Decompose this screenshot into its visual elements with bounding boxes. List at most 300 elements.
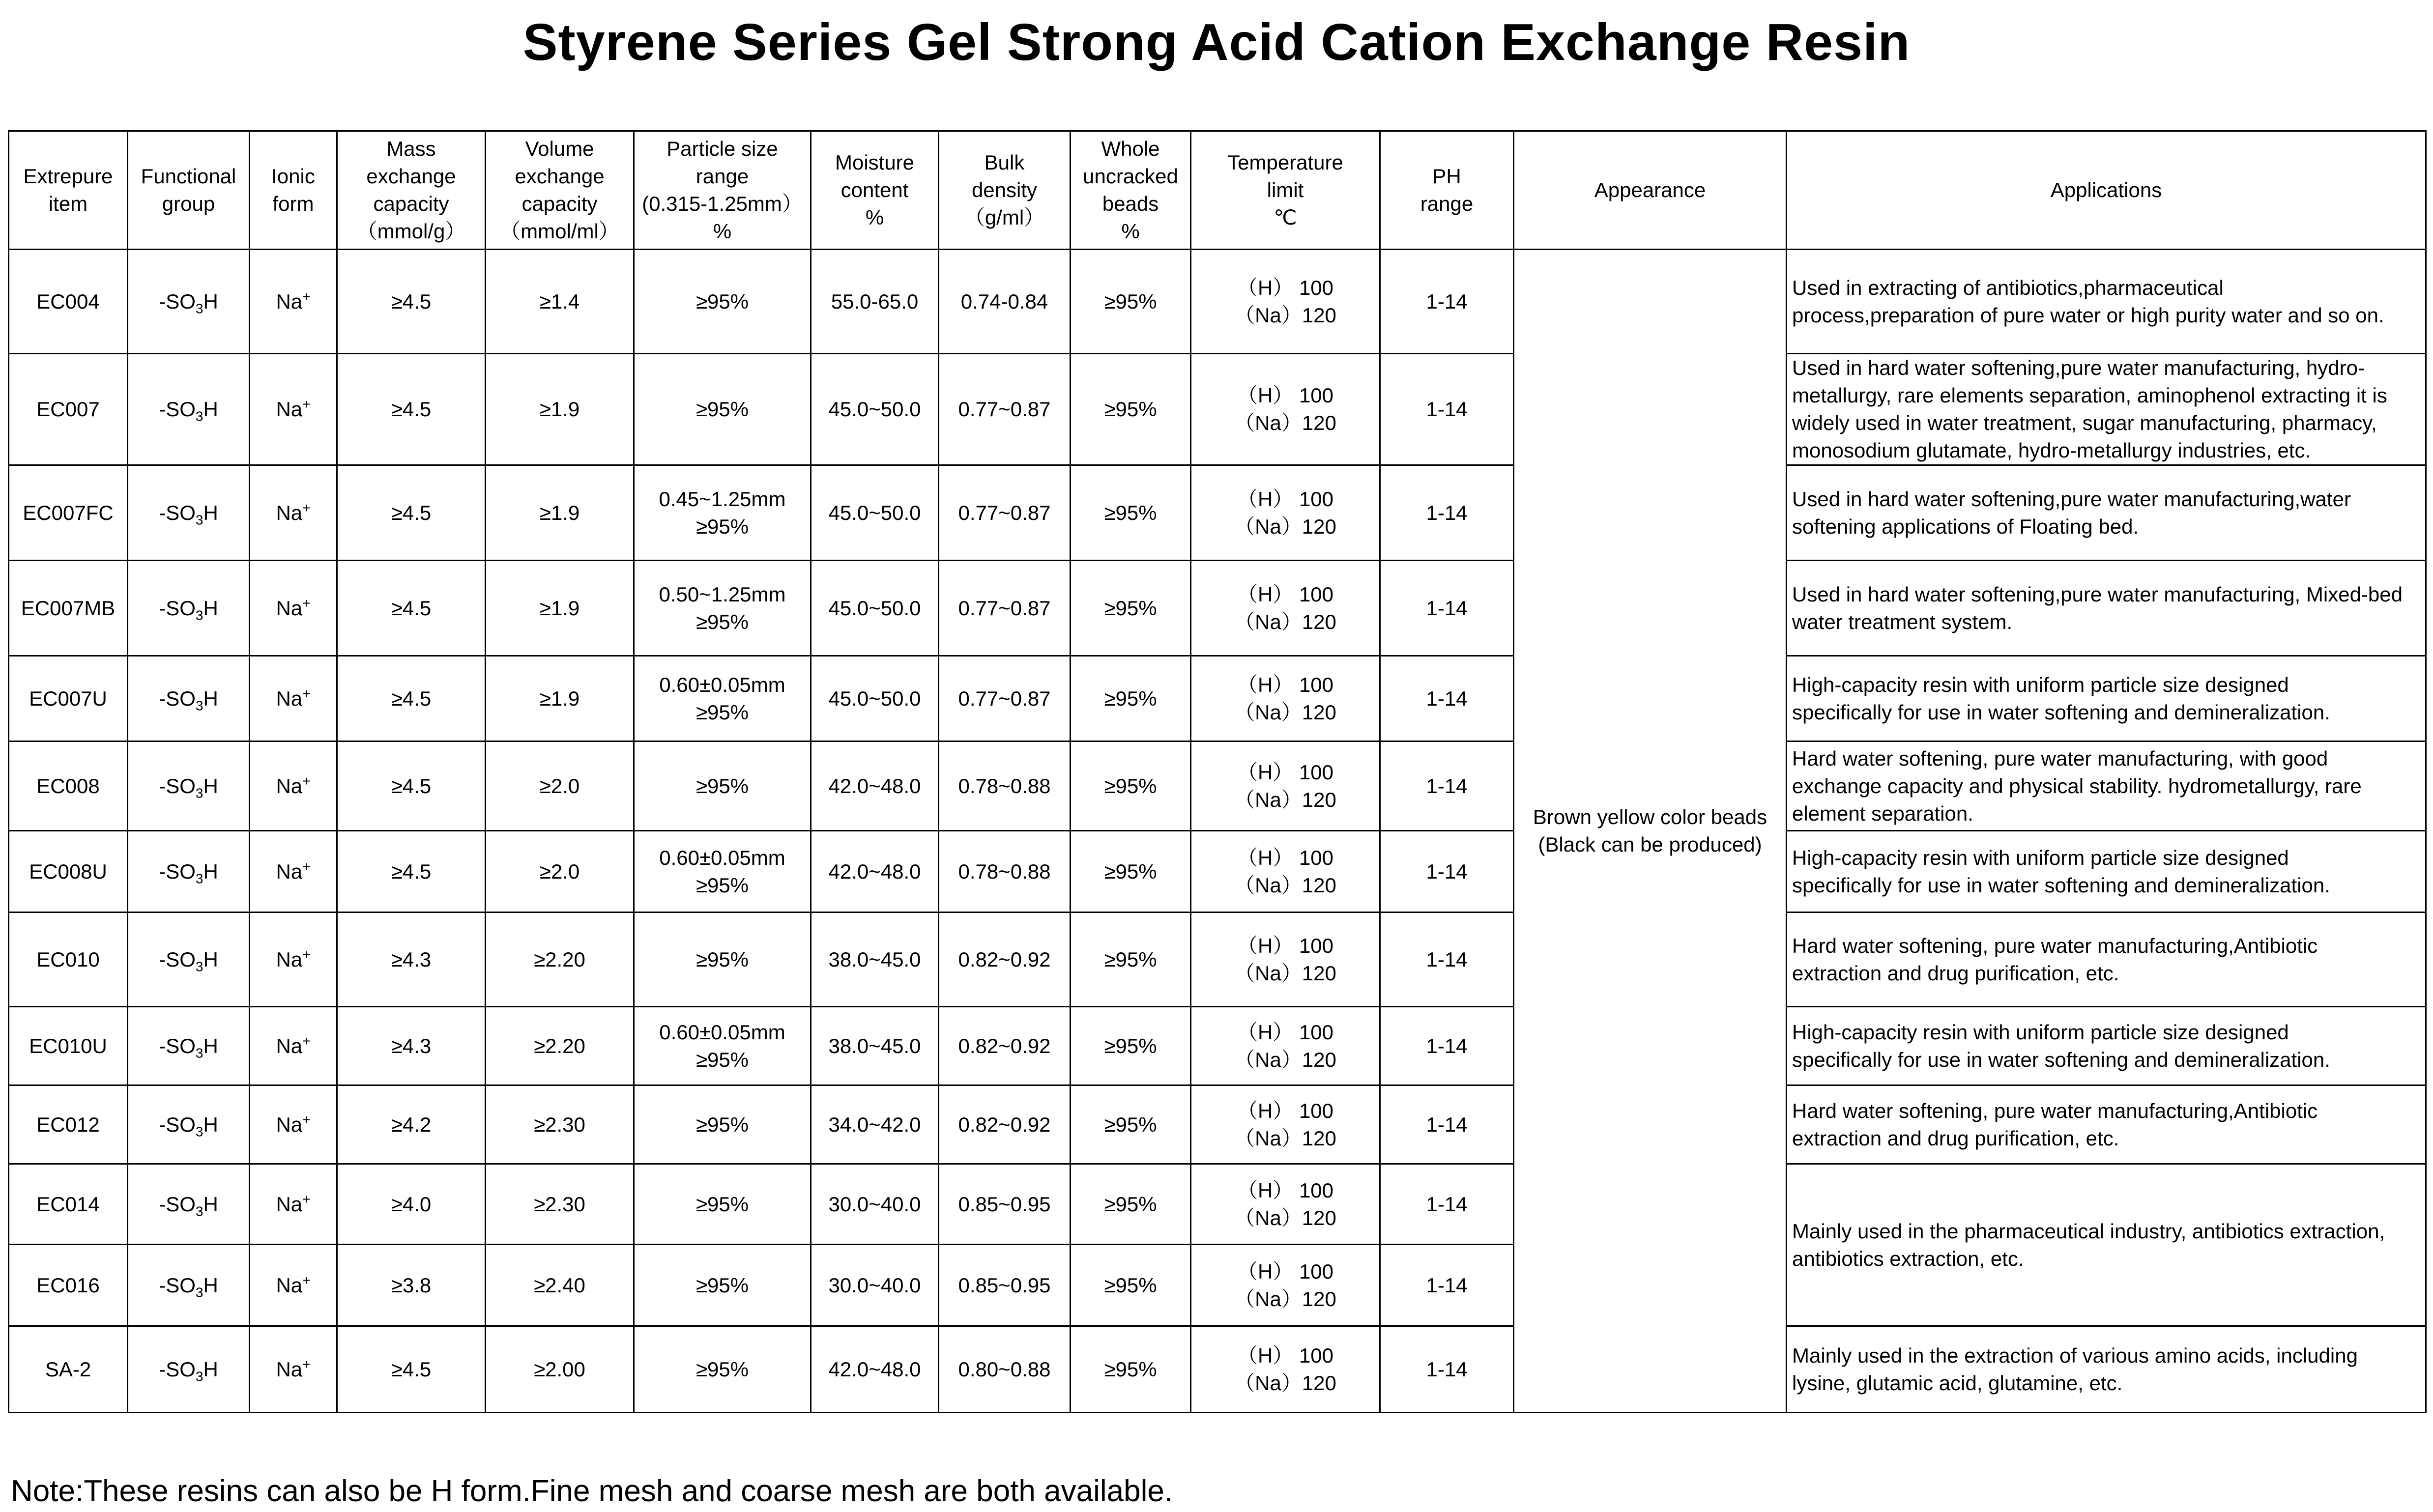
cell-mass-capacity: ≥4.5	[337, 561, 486, 656]
application-line: water treatment system.	[1792, 610, 2013, 633]
cell-bulk-density: 0.74-0.84	[939, 250, 1071, 354]
particle-size-line: 0.50~1.25mm	[659, 582, 786, 606]
cell-particle-size	[634, 1085, 811, 1164]
cell-functional-group	[128, 1326, 250, 1413]
application-line: Used in hard water softening,pure water manufacturing,water	[1792, 487, 2351, 511]
cell-mass-capacity: ≥4.3	[337, 1007, 486, 1085]
cell-item: EC010	[9, 913, 128, 1007]
cell-ph-range: 1-14	[1380, 354, 1514, 465]
cell-applications	[1787, 250, 2426, 354]
cell-whole-beads: ≥95%	[1071, 1326, 1191, 1413]
application-line: Mainly used in the extraction of various amino acids, including	[1792, 1343, 2358, 1367]
table-row	[9, 250, 2426, 354]
cell-temperature	[1191, 465, 1380, 561]
header-text-line: exchange	[515, 165, 605, 188]
application-line: specifically for use in water softening and demineralization.	[1792, 873, 2330, 897]
header-text-line: Volume	[525, 137, 594, 160]
application-line: softening applications of Floating bed.	[1792, 514, 2139, 538]
cell-functional-group	[128, 742, 250, 831]
header-text-line: Functional	[141, 165, 236, 188]
ionic-form-symbol: Na	[276, 1192, 303, 1216]
cell-ph-range: 1-14	[1380, 742, 1514, 831]
table-row	[9, 742, 2426, 831]
temperature-line: （Na）120	[1234, 700, 1336, 724]
cell-applications	[1787, 561, 2426, 656]
header-text-line: %	[1121, 220, 1140, 243]
header-text-line: form	[272, 192, 314, 215]
functional-group-subscript: 3	[195, 512, 203, 527]
particle-size-line: ≥95%	[695, 1357, 749, 1381]
cell-moisture: 45.0~50.0	[811, 465, 939, 561]
ionic-form-charge: +	[302, 946, 311, 962]
ionic-form-symbol: Na	[276, 859, 303, 883]
cell-ph-range: 1-14	[1380, 1085, 1514, 1164]
cell-applications	[1787, 913, 2426, 1007]
particle-size-line: ≥95%	[695, 873, 749, 897]
header-text-line: density	[971, 178, 1038, 201]
table-row	[9, 1085, 2426, 1164]
cell-item: EC012	[9, 1085, 128, 1164]
particle-size-line: 0.60±0.05mm	[659, 1020, 785, 1044]
application-line: widely used in water treatment, sugar manufacturing, pharmacy,	[1792, 411, 2377, 434]
cell-functional-group	[128, 1007, 250, 1085]
cell-functional-group	[128, 656, 250, 742]
header-text-line: %	[713, 220, 732, 243]
cell-particle-size	[634, 465, 811, 561]
header-row	[9, 131, 2426, 250]
header-temperature-limit	[1191, 131, 1380, 250]
application-line: extraction and drug purification, etc.	[1792, 1126, 2119, 1150]
cell-moisture: 45.0~50.0	[811, 354, 939, 465]
particle-size-line: ≥95%	[695, 947, 749, 971]
temperature-line: （Na）120	[1234, 961, 1336, 985]
ionic-form-charge: +	[302, 1356, 311, 1372]
cell-mass-capacity: ≥4.5	[337, 465, 486, 561]
temperature-line: （H） 100	[1237, 1020, 1334, 1044]
temperature-line: （Na）120	[1234, 411, 1336, 434]
cell-functional-group	[128, 1085, 250, 1164]
cell-mass-capacity: ≥4.5	[337, 742, 486, 831]
appearance-line: (Black can be produced)	[1538, 833, 1762, 856]
cell-mass-capacity: ≥4.5	[337, 250, 486, 354]
cell-bulk-density: 0.78~0.88	[939, 831, 1071, 913]
header-text-line: （mmol/g）	[356, 220, 466, 243]
application-line: specifically for use in water softening and demineralization.	[1792, 1048, 2330, 1071]
header-text-line: range	[1420, 192, 1474, 215]
temperature-line: （Na）120	[1234, 1048, 1336, 1071]
functional-group-subscript: 3	[195, 785, 203, 800]
cell-applications	[1787, 1326, 2426, 1413]
cell-bulk-density: 0.85~0.95	[939, 1245, 1071, 1326]
cell-functional-group	[128, 831, 250, 913]
cell-volume-capacity: ≥2.30	[486, 1164, 634, 1245]
header-ionic-form	[250, 131, 337, 250]
cell-ionic-form	[250, 831, 337, 913]
cell-item: EC007FC	[9, 465, 128, 561]
cell-moisture: 55.0-65.0	[811, 250, 939, 354]
ionic-form-symbol: Na	[276, 1113, 303, 1136]
ionic-form-charge: +	[302, 1033, 311, 1049]
header-text-line: Bulk	[984, 151, 1025, 174]
cell-item: EC010U	[9, 1007, 128, 1085]
cell-ph-range: 1-14	[1380, 250, 1514, 354]
cell-item: EC004	[9, 250, 128, 354]
functional-group-prefix: -SO	[159, 686, 196, 710]
application-line: element separation.	[1792, 801, 1973, 825]
functional-group-prefix: -SO	[159, 774, 196, 798]
header-text-line: Whole	[1101, 137, 1160, 160]
cell-particle-size	[634, 1245, 811, 1326]
cell-item: SA-2	[9, 1326, 128, 1413]
cell-particle-size	[634, 831, 811, 913]
cell-ionic-form	[250, 250, 337, 354]
cell-particle-size	[634, 913, 811, 1007]
cell-item: EC008	[9, 742, 128, 831]
application-line: lysine, glutamic acid, glutamine, etc.	[1792, 1371, 2123, 1395]
particle-size-line: ≥95%	[695, 700, 749, 724]
resin-spec-table	[8, 130, 2427, 1413]
cell-mass-capacity: ≥4.3	[337, 913, 486, 1007]
functional-group-suffix: H	[203, 1192, 218, 1216]
temperature-line: （Na）120	[1234, 873, 1336, 897]
functional-group-suffix: H	[203, 859, 218, 883]
functional-group-suffix: H	[203, 1357, 218, 1381]
cell-moisture: 45.0~50.0	[811, 656, 939, 742]
particle-size-line: ≥95%	[695, 1192, 749, 1216]
table-row	[9, 1164, 2426, 1245]
cell-volume-capacity: ≥2.20	[486, 1007, 634, 1085]
application-line: specifically for use in water softening and demineralization.	[1792, 700, 2330, 724]
header-text-line: Applications	[2050, 178, 2162, 201]
header-functional-group	[128, 131, 250, 250]
temperature-line: （Na）120	[1234, 1371, 1336, 1395]
appearance-line: Brown yellow color beads	[1533, 805, 1767, 828]
cell-moisture: 45.0~50.0	[811, 561, 939, 656]
cell-particle-size	[634, 656, 811, 742]
cell-temperature	[1191, 913, 1380, 1007]
ionic-form-charge: +	[302, 288, 311, 304]
cell-particle-size	[634, 742, 811, 831]
functional-group-suffix: H	[203, 1273, 218, 1297]
cell-mass-capacity: ≥4.5	[337, 354, 486, 465]
header-text-line: Ionic	[271, 165, 315, 188]
table-row	[9, 1007, 2426, 1085]
ionic-form-charge: +	[302, 397, 311, 412]
functional-group-prefix: -SO	[159, 1357, 196, 1381]
cell-particle-size	[634, 354, 811, 465]
table-row	[9, 913, 2426, 1007]
header-text-line: Temperature	[1227, 151, 1343, 174]
temperature-line: （H） 100	[1237, 673, 1334, 696]
functional-group-subscript: 3	[195, 1045, 203, 1060]
cell-volume-capacity: ≥2.30	[486, 1085, 634, 1164]
cell-applications	[1787, 354, 2426, 465]
functional-group-prefix: -SO	[159, 398, 196, 421]
functional-group-subscript: 3	[195, 607, 203, 623]
cell-volume-capacity: ≥1.9	[486, 561, 634, 656]
temperature-line: （H） 100	[1237, 760, 1334, 784]
header-text-line: Particle size	[666, 137, 778, 160]
cell-functional-group	[128, 354, 250, 465]
temperature-line: （H） 100	[1237, 582, 1334, 606]
temperature-line: （H） 100	[1237, 384, 1334, 407]
functional-group-suffix: H	[203, 1113, 218, 1136]
functional-group-subscript: 3	[195, 958, 203, 974]
cell-ph-range: 1-14	[1380, 1245, 1514, 1326]
cell-item: EC014	[9, 1164, 128, 1245]
header-text-line: beads	[1102, 192, 1159, 215]
functional-group-prefix: -SO	[159, 859, 196, 883]
temperature-line: （H） 100	[1237, 846, 1334, 869]
application-line: Used in hard water softening,pure water manufacturing, Mixed-bed	[1792, 582, 2403, 606]
cell-ph-range: 1-14	[1380, 1164, 1514, 1245]
application-line: High-capacity resin with uniform particle size designed	[1792, 846, 2289, 869]
table-row	[9, 656, 2426, 742]
particle-size-line: ≥95%	[695, 289, 749, 313]
temperature-line: （H） 100	[1237, 1343, 1334, 1367]
table-row	[9, 831, 2426, 913]
cell-temperature	[1191, 250, 1380, 354]
functional-group-subscript: 3	[195, 1368, 203, 1384]
cell-temperature	[1191, 1326, 1380, 1413]
cell-temperature	[1191, 831, 1380, 913]
cell-bulk-density: 0.82~0.92	[939, 1007, 1071, 1085]
cell-item: EC016	[9, 1245, 128, 1326]
functional-group-subscript: 3	[195, 1123, 203, 1139]
application-line: metallurgy, rare elements separation, aminophenol extracting it is	[1792, 384, 2387, 407]
functional-group-subscript: 3	[195, 697, 203, 713]
cell-ionic-form	[250, 1085, 337, 1164]
header-particle-size-range	[634, 131, 811, 250]
cell-ionic-form	[250, 354, 337, 465]
ionic-form-charge: +	[302, 595, 311, 611]
functional-group-prefix: -SO	[159, 1034, 196, 1057]
cell-volume-capacity: ≥2.40	[486, 1245, 634, 1326]
cell-mass-capacity: ≥4.2	[337, 1085, 486, 1164]
cell-whole-beads: ≥95%	[1071, 1085, 1191, 1164]
cell-volume-capacity: ≥2.0	[486, 742, 634, 831]
cell-bulk-density: 0.77~0.87	[939, 354, 1071, 465]
functional-group-suffix: H	[203, 289, 218, 313]
functional-group-suffix: H	[203, 774, 218, 798]
functional-group-subscript: 3	[195, 408, 203, 424]
temperature-line: （Na）120	[1234, 610, 1336, 633]
cell-mass-capacity: ≥3.8	[337, 1245, 486, 1326]
cell-mass-capacity: ≥4.5	[337, 656, 486, 742]
functional-group-prefix: -SO	[159, 596, 196, 620]
cell-ph-range: 1-14	[1380, 561, 1514, 656]
ionic-form-charge: +	[302, 1112, 311, 1127]
cell-functional-group	[128, 1245, 250, 1326]
header-text-line: capacity	[521, 192, 598, 215]
particle-size-line: 0.45~1.25mm	[659, 487, 786, 511]
application-line: Used in extracting of antibiotics,pharmaceutical	[1792, 276, 2224, 299]
header-text-line: limit	[1267, 178, 1304, 201]
ionic-form-charge: +	[302, 685, 311, 701]
cell-whole-beads: ≥95%	[1071, 742, 1191, 831]
cell-functional-group	[128, 561, 250, 656]
cell-temperature	[1191, 1164, 1380, 1245]
cell-temperature	[1191, 1085, 1380, 1164]
application-line: Mainly used in the pharmaceutical industry, antibiotics extraction,	[1792, 1219, 2385, 1243]
cell-particle-size	[634, 1164, 811, 1245]
header-item	[9, 131, 128, 250]
application-line: High-capacity resin with uniform particle size designed	[1792, 1020, 2289, 1044]
cell-ph-range: 1-14	[1380, 1326, 1514, 1413]
cell-ph-range: 1-14	[1380, 465, 1514, 561]
cell-functional-group	[128, 913, 250, 1007]
cell-mass-capacity: ≥4.5	[337, 831, 486, 913]
cell-whole-beads: ≥95%	[1071, 354, 1191, 465]
cell-moisture: 30.0~40.0	[811, 1164, 939, 1245]
cell-temperature	[1191, 742, 1380, 831]
header-text-line: %	[865, 206, 884, 229]
particle-size-line: ≥95%	[695, 1113, 749, 1136]
cell-applications	[1787, 465, 2426, 561]
cell-ionic-form	[250, 1164, 337, 1245]
cell-moisture: 42.0~48.0	[811, 1326, 939, 1413]
ionic-form-symbol: Na	[276, 596, 303, 620]
functional-group-suffix: H	[203, 501, 218, 524]
functional-group-subscript: 3	[195, 870, 203, 886]
header-text-line: uncracked	[1083, 165, 1178, 188]
header-volume-exchange-capacity	[486, 131, 634, 250]
cell-moisture: 34.0~42.0	[811, 1085, 939, 1164]
cell-functional-group	[128, 1164, 250, 1245]
cell-bulk-density: 0.77~0.87	[939, 465, 1071, 561]
functional-group-prefix: -SO	[159, 1192, 196, 1216]
temperature-line: （H） 100	[1237, 1099, 1334, 1122]
table-row	[9, 465, 2426, 561]
temperature-line: （Na）120	[1234, 1287, 1336, 1311]
cell-ph-range: 1-14	[1380, 1007, 1514, 1085]
header-text-line: ℃	[1274, 206, 1297, 229]
cell-bulk-density: 0.80~0.88	[939, 1326, 1071, 1413]
cell-bulk-density: 0.78~0.88	[939, 742, 1071, 831]
cell-applications	[1787, 742, 2426, 831]
cell-applications	[1787, 1007, 2426, 1085]
header-applications	[1787, 131, 2426, 250]
header-text-line: item	[48, 192, 88, 215]
cell-volume-capacity: ≥2.00	[486, 1326, 634, 1413]
cell-bulk-density: 0.82~0.92	[939, 913, 1071, 1007]
cell-applications	[1787, 1164, 2426, 1326]
application-line: antibiotics extraction, etc.	[1792, 1247, 2024, 1270]
ionic-form-charge: +	[302, 1191, 311, 1207]
ionic-form-symbol: Na	[276, 686, 303, 710]
header-ph-range	[1380, 131, 1514, 250]
cell-moisture: 42.0~48.0	[811, 831, 939, 913]
header-text-line: （g/ml）	[964, 206, 1045, 229]
functional-group-suffix: H	[203, 596, 218, 620]
cell-whole-beads: ≥95%	[1071, 250, 1191, 354]
cell-applications	[1787, 1085, 2426, 1164]
functional-group-prefix: -SO	[159, 289, 196, 313]
ionic-form-symbol: Na	[276, 774, 303, 798]
cell-temperature	[1191, 1007, 1380, 1085]
header-text-line: Mass	[386, 137, 436, 160]
functional-group-prefix: -SO	[159, 501, 196, 524]
cell-ionic-form	[250, 1245, 337, 1326]
functional-group-suffix: H	[203, 947, 218, 971]
cell-whole-beads: ≥95%	[1071, 913, 1191, 1007]
application-line: monosodium glutamate, hydro-metallurgy industries, etc.	[1792, 439, 2311, 462]
cell-appearance	[1514, 250, 1787, 1413]
header-whole-uncracked-beads	[1071, 131, 1191, 250]
cell-particle-size	[634, 250, 811, 354]
cell-ph-range: 1-14	[1380, 656, 1514, 742]
cell-volume-capacity: ≥1.9	[486, 354, 634, 465]
cell-functional-group	[128, 250, 250, 354]
cell-bulk-density: 0.77~0.87	[939, 561, 1071, 656]
cell-particle-size	[634, 1326, 811, 1413]
cell-moisture: 38.0~45.0	[811, 1007, 939, 1085]
table-row	[9, 1326, 2426, 1413]
cell-item: EC007MB	[9, 561, 128, 656]
cell-temperature	[1191, 656, 1380, 742]
ionic-form-symbol: Na	[276, 1357, 303, 1381]
functional-group-subscript: 3	[195, 1203, 203, 1219]
page-title: Styrene Series Gel Strong Acid Cation Exchange Resin	[522, 13, 1911, 71]
cell-moisture: 38.0~45.0	[811, 913, 939, 1007]
application-line: Hard water softening, pure water manufacturing, with good	[1792, 746, 2328, 770]
cell-volume-capacity: ≥2.0	[486, 831, 634, 913]
cell-ionic-form	[250, 1007, 337, 1085]
cell-moisture: 42.0~48.0	[811, 742, 939, 831]
temperature-line: （H） 100	[1237, 934, 1334, 957]
ionic-form-symbol: Na	[276, 1273, 303, 1297]
cell-ionic-form	[250, 656, 337, 742]
cell-volume-capacity: ≥2.20	[486, 913, 634, 1007]
application-line: exchange capacity and physical stability. hydrometallurgy, rare	[1792, 774, 2362, 798]
functional-group-prefix: -SO	[159, 1273, 196, 1297]
application-line: process,preparation of pure water or high purity water and so on.	[1792, 303, 2384, 327]
particle-size-line: ≥95%	[695, 1048, 749, 1071]
particle-size-line: 0.60±0.05mm	[659, 673, 785, 696]
cell-mass-capacity: ≥4.0	[337, 1164, 486, 1245]
cell-volume-capacity: ≥1.9	[486, 465, 634, 561]
header-text-line: Appearance	[1594, 178, 1706, 201]
cell-bulk-density: 0.77~0.87	[939, 656, 1071, 742]
cell-mass-capacity: ≥4.5	[337, 1326, 486, 1413]
header-bulk-density	[939, 131, 1071, 250]
temperature-line: （H） 100	[1237, 1259, 1334, 1283]
cell-volume-capacity: ≥1.4	[486, 250, 634, 354]
cell-item: EC007	[9, 354, 128, 465]
cell-item: EC008U	[9, 831, 128, 913]
ionic-form-symbol: Na	[276, 398, 303, 421]
cell-ionic-form	[250, 913, 337, 1007]
particle-size-line: ≥95%	[695, 398, 749, 421]
application-line: Used in hard water softening,pure water manufacturing, hydro-	[1792, 356, 2365, 379]
header-text-line: exchange	[366, 165, 456, 188]
ionic-form-charge: +	[302, 858, 311, 874]
header-text-line: （mmol/ml）	[500, 220, 619, 243]
cell-ph-range: 1-14	[1380, 913, 1514, 1007]
temperature-line: （Na）120	[1234, 514, 1336, 538]
table-row	[9, 561, 2426, 656]
ionic-form-symbol: Na	[276, 289, 303, 313]
functional-group-subscript: 3	[195, 300, 203, 316]
cell-whole-beads: ≥95%	[1071, 831, 1191, 913]
cell-ionic-form	[250, 742, 337, 831]
application-line: extraction and drug purification, etc.	[1792, 961, 2119, 985]
particle-size-line: ≥95%	[695, 514, 749, 538]
cell-bulk-density: 0.82~0.92	[939, 1085, 1071, 1164]
cell-temperature	[1191, 1245, 1380, 1326]
header-text-line: Moisture	[835, 151, 915, 174]
cell-whole-beads: ≥95%	[1071, 1245, 1191, 1326]
